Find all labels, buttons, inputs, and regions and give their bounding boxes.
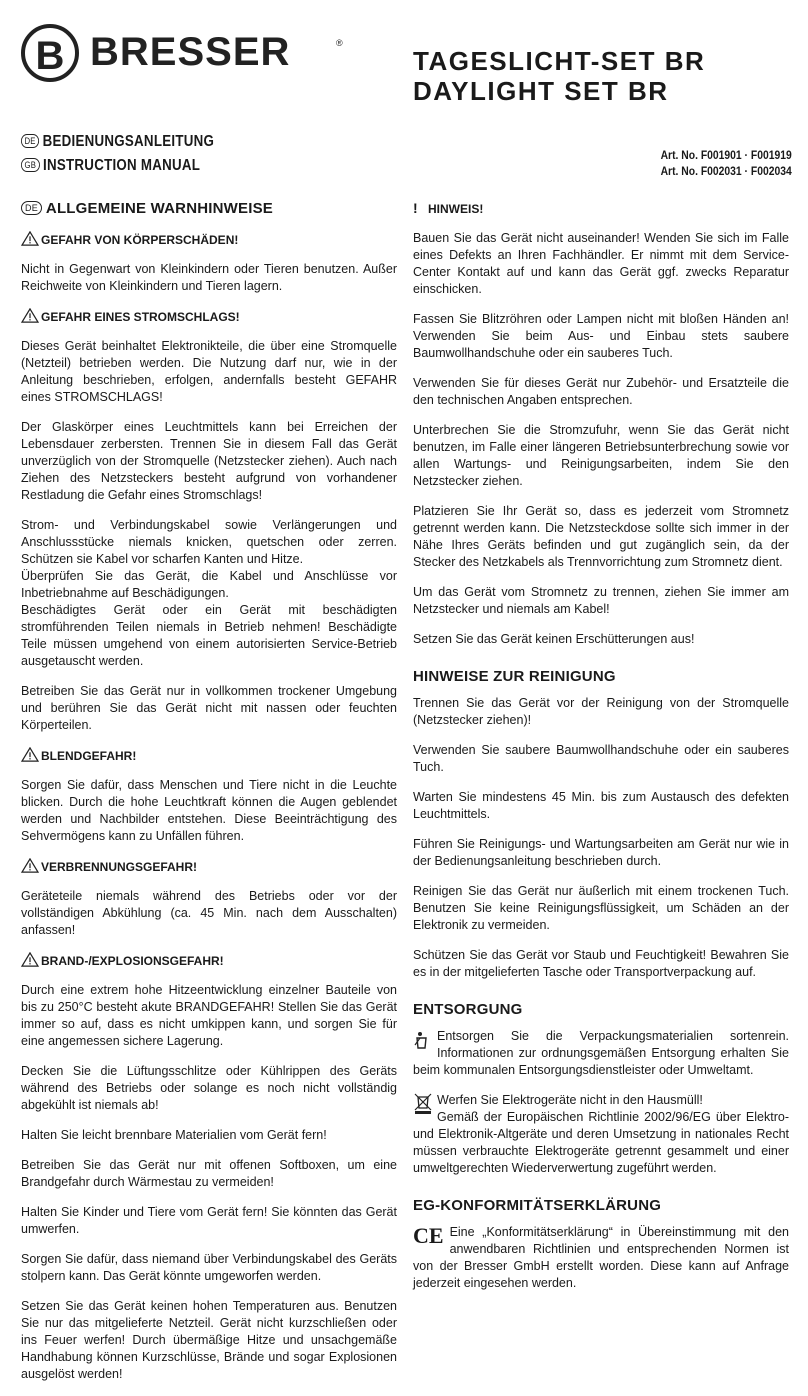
paragraph-cables: Strom- und Verbindungskabel sowie Verlängerungen und Anschlussstücke niemals knicken, quetschen oder zerren. Schützen sie Kabel vor scharfen Kanten und Hitze. [21,518,397,566]
article-number-1: Art. No. F001901 · F001919 [660,150,792,162]
paragraph-vents: Decken Sie die Lüftungsschlitze oder Kühlrippen des Geräts während des Betriebs oder solange es noch nicht vollständig abgekühlt ist niemals ab! [21,1064,397,1112]
warning-triangle-icon [21,308,39,323]
warning-triangle-icon [21,952,39,967]
article-number-2: Art. No. F002031 · F002034 [660,166,792,178]
clean-5: Reinigen Sie das Gerät nur äußerlich mit einem trockenen Tuch. Benutzen Sie keine Reinigungsflüssigkeit, um Schäden an der Elektronik zu vermeiden. [413,884,789,932]
conformity-text: CE Eine „Konformitätserklärung“ in Übereinstimmung mit den anwendbaren Richtlinien und entsprechenden Normen ist von der Bresser GmbH erstellt worden. Diese kann auf Anfrage jederzeit eingesehen werden. [413,1223,789,1290]
clean-6: Schützen Sie das Gerät vor Staub und Feuchtigkeit! Bewahren Sie es in der mitgelieferten Tasche oder Transportverpackung auf. [413,948,789,979]
warning-fire-text: Durch eine extrem hohe Hitzeentwicklung einzelner Bauteile von bis zu 250°C besteht akute BRANDGEFAHR! Stellen Sie das Gerät immer so auf, dass es nicht umkippen kann, und sorgen Sie für eine angemessen sichere Lagerung. [21,983,397,1048]
warning-glare-title: BLENDGEFAHR! [21,747,397,764]
warning-fire-title: BRAND-/EXPLOSIONSGEFAHR! [21,952,397,969]
clean-1: Trennen Sie das Gerät vor der Reinigung von der Stromquelle (Netzstecker ziehen)! [413,696,789,727]
brand-name: BRESSER [90,30,291,74]
section-general-warnings: DE ALLGEMEINE WARNHINWEISE [21,200,397,217]
hint-placement: Platzieren Sie Ihr Gerät so, dass es jederzeit vom Stromnetz getrennt werden kann. Die Netzsteckdose sollte sich immer in der Nähe Ihres Geräts befinden und gut zugänglich sein, da der Stecker des Netzkabels als Trennvorrichtung zum Stromnetz dient. [413,504,789,569]
manual-de: DE BEDIENUNGSANLEITUNG [21,133,214,151]
section-cleaning: HINWEISE ZUR REINIGUNG [413,668,616,685]
hint-gloves: Fassen Sie Blitzröhren oder Lampen nicht mit bloßen Händen an! Verwenden Sie beim Aus- und Einbau stets saubere Baumwollhandschuhe oder ein sauberes Tuch. [413,312,789,360]
paragraph-glass: Der Glaskörper eines Leuchtmittels kann bei Erreichen der Lebensdauer zerbersten. Trennen Sie in diesem Fall das Gerät unverzüglich von der Stromquelle (Netzstecker ziehen). Auch nach Ziehen des Netzsteckers besteht aufgrund von vorhandener Restladung die Gefahr eines Stromschlags! [21,420,397,502]
paragraph-softbox: Betreiben Sie das Gerät nur mit offenen Softboxen, um eine Brandgefahr durch Wärmestau zu vermeiden! [21,1158,397,1189]
title-de: TAGESLICHT-SET BR [413,46,706,76]
hint-unplug: Um das Gerät vom Stromnetz zu trennen, ziehen Sie immer am Netzstecker und niemals am Kabel! [413,585,789,616]
recycle-bin-icon [413,1030,433,1050]
warning-shock-title: GEFAHR EINES STROMSCHLAGS! [21,308,397,325]
ce-mark-icon: CE [413,1223,444,1248]
paragraph-children: Halten Sie Kinder und Tiere vom Gerät fern! Sie könnten das Gerät umwerfen. [21,1205,397,1236]
title-en: DAYLIGHT SET BR [413,76,669,106]
disposal-electronics: Werfen Sie Elektrogeräte nicht in den Hausmüll! Gemäß der Europäischen Richtlinie 2002/96/EG über Elektro- und Elektronik-Altgeräte und deren Umsetzung in nationales Recht müssen verbrauchte Elektrogeräte getrennt gesammelt und einer umweltgerechten Wiederverwertung zugeführt werden. [413,1093,789,1175]
warning-triangle-icon [21,747,39,762]
paragraph-check: Überprüfen Sie das Gerät, die Kabel und Anschlüsse vor Inbetriebnahme auf Beschädigungen. [21,569,397,600]
warning-burn-text: Geräteteile niemals während des Betriebs oder vor der vollständigen Abkühlung (ca. 45 Min. nach dem Ausschalten) anfassen! [21,889,397,937]
clean-2: Verwenden Sie saubere Baumwollhandschuhe oder ein sauberes Tuch. [413,743,789,774]
warning-triangle-icon [21,231,39,246]
flag-de: DE [21,134,39,148]
clean-3: Warten Sie mindestens 45 Min. bis zum Austausch des defekten Leuchtmittels. [413,790,789,821]
warning-triangle-icon [21,858,39,873]
warning-injury-title: GEFAHR VON KÖRPERSCHÄDEN! [21,231,397,248]
disposal-packaging: Entsorgen Sie die Verpackungsmaterialien sortenrein. Informationen zur ordnungsgemäßen Entsorgung erhalten Sie beim kommunalen Entsorgungsdienstleister oder Umweltamt. [413,1029,789,1077]
paragraph-dry: Betreiben Sie das Gerät nur in vollkommen trockener Umgebung und berühren Sie das Gerät nicht mit nassen oder feuchten Körperteilen. [21,684,397,732]
flag-gb: GB [21,158,40,172]
paragraph-trip: Sorgen Sie dafür, dass niemand über Verbindungskabel des Geräts stolpern kann. Das Gerät könnte umgeworfen werden. [21,1252,397,1283]
paragraph-damaged: Beschädigtes Gerät oder ein Gerät mit beschädigten stromführenden Teilen niemals in Betrieb nehmen! Beschädigte Teile müssen umgehend von einem autorisierten Service-Betrieb ausgetauscht werden. [21,603,397,668]
paragraph-flammable: Halten Sie leicht brennbare Materialien vom Gerät fern! [21,1128,327,1142]
section-conformity: EG-KONFORMITÄTSERKLÄRUNG [413,1197,662,1214]
warning-burn-title: VERBRENNUNGSGEFAHR! [21,858,397,875]
flag-de-section: DE [21,201,42,215]
paragraph-temperature: Setzen Sie das Gerät keinen hohen Temperaturen aus. Benutzen Sie nur das mitgelieferte Netzteil. Gerät nicht kurzschließen oder ins Feuer werfen! Durch übermäßige Hitze und unsachgemäße Handhabung können Kurzschlüsse, Brände und sogar Explosionen ausgelöst werden! [21,1299,397,1381]
bresser-logo-icon: B [21,24,79,82]
left-column [21,200,397,1396]
crossed-bin-icon [413,1093,433,1115]
section-disposal: ENTSORGUNG [413,1001,523,1018]
warning-glare-text: Sorgen Sie dafür, dass Menschen und Tiere nicht in die Leuchte blicken. Durch die hohe Leuchtkraft können die Augen geblendet werden und Nachbilder entstehen. Diese Beeinträchtigung des Sehvermögens kann zu Unfällen führen. [21,778,397,843]
hint-title: ! HINWEIS! [413,200,484,216]
registered-mark: ® [336,38,343,48]
warning-shock-text: Dieses Gerät beinhaltet Elektronikteile, die über eine Stromquelle (Netzteil) betrieben werden. Die Nutzung darf nur, wie in der Anleitung beschrieben, erfolgen, andernfalls besteht GEFAHR eines STROMSCHLAGS! [21,339,397,404]
warning-injury-text: Nicht in Gegenwart von Kleinkindern oder Tieren benutzen. Außer Reichweite von Kleinkindern und Tieren lagern. [21,262,397,293]
exclamation-icon: ! [413,200,418,216]
hint-accessories: Verwenden Sie für dieses Gerät nur Zubehör- und Ersatzteile die den technischen Angaben entsprechen. [413,376,789,407]
right-column [413,200,789,1305]
clean-4: Führen Sie Reinigungs- und Wartungsarbeiten am Gerät nur wie in der Bedienungsanleitung beschrieben durch. [413,837,789,868]
hint-vibration: Setzen Sie das Gerät keinen Erschütterungen aus! [413,632,695,646]
hint-power: Unterbrechen Sie die Stromzufuhr, wenn Sie das Gerät nicht benutzen, im Falle einer längeren Betriebsunterbrechung sowie vor allen Wartungs- und Reinigungsarbeiten, indem Sie den Netzstecker ziehen. [413,423,789,488]
hint-disassemble: Bauen Sie das Gerät nicht auseinander! Wenden Sie sich im Falle eines Defekts an Ihren Fachhändler. Er nimmt mit dem Service-Center Kontakt auf und kann das Gerät ggf. zwecks Reparatur einschicken. [413,231,789,296]
manual-gb: GB INSTRUCTION MANUAL [21,157,200,175]
